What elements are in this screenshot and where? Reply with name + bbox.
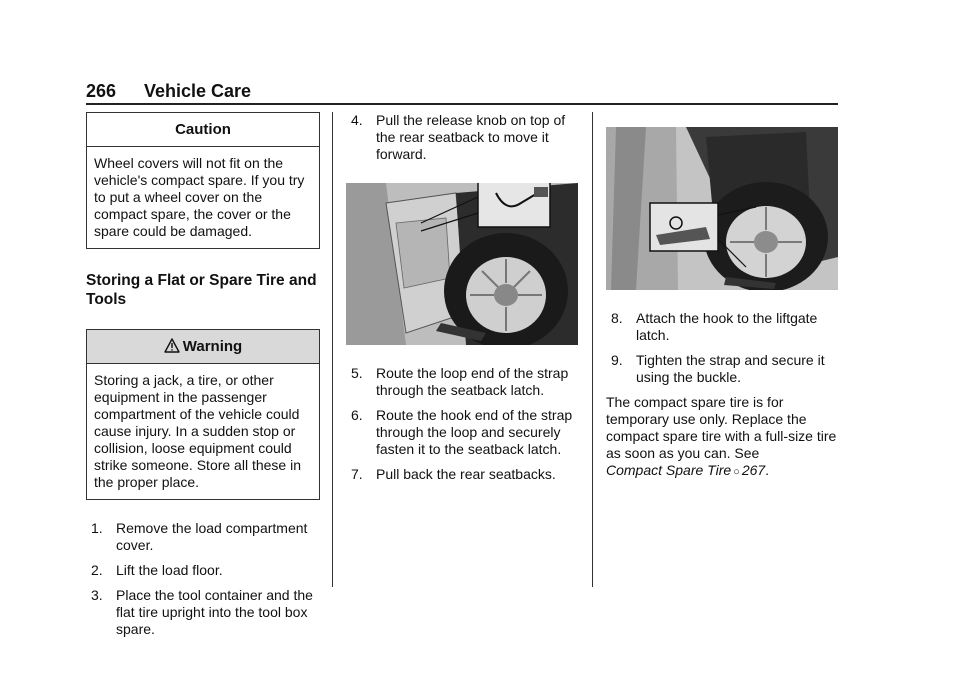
list-item: [86, 520, 320, 554]
column-divider: [332, 112, 333, 587]
column-left: [86, 112, 320, 646]
list-item: [346, 365, 578, 399]
step-text: Pull back the rear seatbacks.: [376, 466, 556, 482]
warning-header: [87, 330, 319, 364]
page-number: 266: [86, 81, 117, 101]
closing-paragraph: [606, 394, 840, 481]
column-divider: [592, 112, 593, 587]
step-text: Route the loop end of the strap through the seatback latch.: [376, 365, 569, 398]
step-number: 2.: [91, 562, 103, 578]
steps-list-1: [86, 520, 320, 638]
steps-list-3: [346, 365, 578, 483]
page-reference-arrow-icon: ○: [733, 466, 740, 478]
step-text: Attach the hook to the liftgate latch.: [636, 310, 818, 343]
step-number: 3.: [91, 587, 103, 603]
list-item: [346, 407, 578, 458]
step-text: Tighten the strap and secure it using the buckle.: [636, 352, 825, 385]
section-subheading: Storing a Flat or Spare Tire and Tools: [86, 272, 317, 308]
warning-triangle-icon: [164, 332, 180, 365]
caution-title: Caution: [87, 113, 319, 147]
list-item: [346, 466, 578, 483]
list-item: [606, 352, 840, 386]
steps-list-4: [606, 310, 840, 386]
step-number: 8.: [611, 310, 623, 326]
warning-title: Warning: [182, 338, 243, 355]
steps-list-2: [346, 112, 578, 163]
step-number: 7.: [351, 466, 363, 482]
step-text: Pull the release knob on top of the rear seatback to move it forward.: [376, 112, 566, 162]
step-text: Lift the load floor.: [116, 562, 223, 578]
closing-text: The compact spare tire is for temporary use only. Replace the compact spare tire with a full-size tire as soon as you can. See: [606, 394, 837, 461]
step-number: 1.: [91, 520, 103, 536]
page-header: [86, 81, 838, 105]
step-text: Route the hook end of the strap through the loop and securely fasten it to the seatback latch.: [376, 407, 573, 457]
list-item: [606, 310, 840, 344]
column-middle: [346, 112, 578, 491]
step-number: 4.: [351, 112, 363, 128]
step-number: 5.: [351, 365, 363, 381]
warning-body: Storing a jack, a tire, or other equipment in the passenger compartment of the vehicle could cause injury. In a sudden stop or collision, loose equipment could strike someone. Store all these in the proper place.: [94, 372, 301, 490]
xref-page: 267: [741, 462, 766, 478]
caution-body: Wheel covers will not fit on the vehicle's compact spare. If you try to put a wheel cover on the compact spare, the cover or the spare could be damaged.: [94, 155, 305, 239]
closing-end: .: [765, 462, 770, 478]
section-title: Vehicle Care: [144, 81, 252, 101]
step-text: Place the tool container and the flat tire upright into the tool box spare.: [116, 587, 313, 637]
list-item: [346, 112, 578, 163]
caution-box: [86, 112, 320, 249]
list-item: [86, 562, 320, 579]
list-item: [86, 587, 320, 638]
warning-box: [86, 329, 320, 500]
liftgate-strap-illustration: [606, 127, 838, 290]
step-number: 9.: [611, 352, 623, 368]
xref-link[interactable]: Compact Spare Tire: [606, 462, 732, 478]
seatback-latch-illustration: [346, 183, 578, 345]
step-text: Remove the load compartment cover.: [116, 520, 308, 553]
column-right: [606, 112, 840, 481]
step-number: 6.: [351, 407, 363, 423]
